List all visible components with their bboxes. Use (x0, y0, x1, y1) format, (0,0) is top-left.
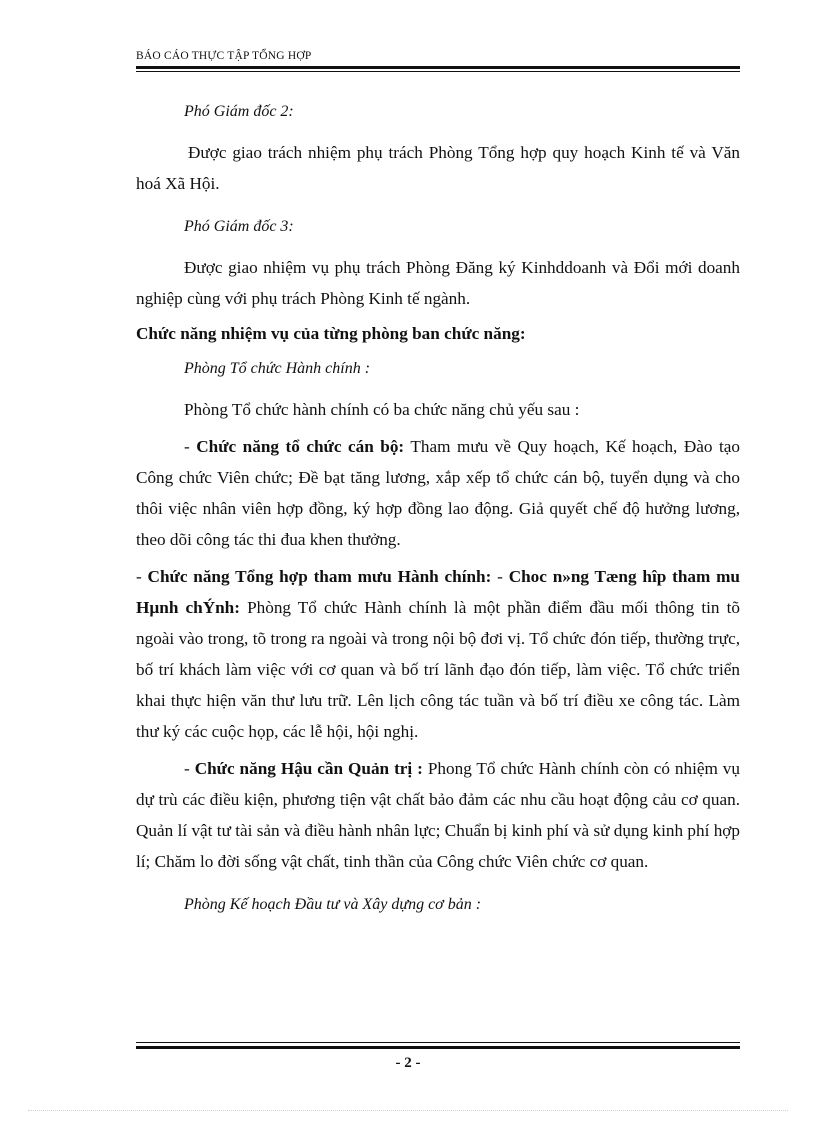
document-body (136, 90, 740, 930)
heading-pho-giam-doc-3: Phó Giám đốc 3: (184, 218, 294, 235)
label-chuc-nang-2: Chức năng Tổng hợp tham mưu Hành chính: (147, 567, 492, 586)
paragraph-tchc-intro: Phòng Tổ chức hành chính có ba chức năng chủ yếu sau : (184, 400, 580, 419)
page-number: - 2 - (395, 1055, 421, 1071)
label-chuc-nang-1: Chức năng tổ chức cán bộ: (196, 437, 405, 456)
page-bottom-border (28, 1110, 788, 1111)
header-title: BÁO CÁO THỰC TẬP TỔNG HỢP (136, 50, 312, 62)
header-rule-thin (136, 71, 740, 72)
section-heading: Chức năng nhiệm vụ của từng phòng ban chức năng: (136, 324, 526, 343)
heading-pho-giam-doc-2: Phó Giám đốc 2: (184, 103, 294, 120)
paragraph-chuc-nang-2: - Chức năng Tổng hợp tham mưu Hành chính: - Choc n»ng Tæng hîp tham mu Hµnh chÝnh: Phòng Tổ chức Hành chính là một phần điểm đầu mối thông tin tõ ngoài vào trong, tõ trong ra ngoài và trong nội bộ đơi vị. Tổ chức đón tiếp, thường trực, bố trí khách làm việc với cơ quan và bố trí lãnh đạo đón tiếp, làm việc. Tổ chức triển khai thực hiện văn thư lưu trữ. Lên lịch công tác tuần và bố trí điều xe công tác. Làm thư ký các cuộc họp, các lễ hội, hội nghị. (136, 567, 740, 741)
paragraph-pho-giam-doc-2: Được giao trách nhiệm phụ trách Phòng Tổng hợp quy hoạch Kinh tế và Văn hoá Xã Hội. (136, 143, 740, 193)
header-rule-thick (136, 66, 740, 69)
footer-rule-thick (136, 1046, 740, 1049)
paragraph-chuc-nang-1: - Chức năng tổ chức cán bộ: Tham mưu về Quy hoạch, Kế hoạch, Đào tạo Công chức Viên chức; Đề bạt tăng lương, xắp xếp tổ chức cán bộ, tuyển dụng và cho thôi việc nhân viên hợp đồng, ký hợp đồng lao động. Giả quyết chế độ hưởng lương, theo dõi công tác thi đua khen thưởng. (136, 437, 741, 549)
label-chuc-nang-2-garbled: Choc n»ng Tæng hîp tham mu Hµnh chÝnh: (136, 567, 740, 617)
footer-rule-thin (136, 1042, 740, 1043)
label-chuc-nang-3: Chức năng Hậu cần Quản trị : (194, 759, 423, 778)
paragraph-pho-giam-doc-3: Được giao nhiệm vụ phụ trách Phòng Đăng ký Kinhddoanh và Đổi mới doanh nghiệp cùng với phụ trách Phòng Kinh tế ngành. (136, 258, 740, 308)
heading-phong-to-chuc-hanh-chinh: Phòng Tổ chức Hành chính : (184, 360, 371, 377)
paragraph-chuc-nang-3: - Chức năng Hậu cần Quản trị : Phong Tổ chức Hành chính còn có nhiệm vụ dự trù các điều kiện, phương tiện vật chất bảo đảm các nhu cầu hoạt động cảu cơ quan. Quản lí vật tư tài sản và điều hành nhân lực; Chuẩn bị kinh phí và sử dụng kinh phí hợp lí; Chăm lo đời sống vật chất, tinh thần của Công chức Viên chức cơ quan. (136, 759, 740, 871)
heading-phong-ke-hoach-dau-tu: Phòng Kế hoạch Đầu tư và Xây dựng cơ bản : (184, 896, 482, 913)
